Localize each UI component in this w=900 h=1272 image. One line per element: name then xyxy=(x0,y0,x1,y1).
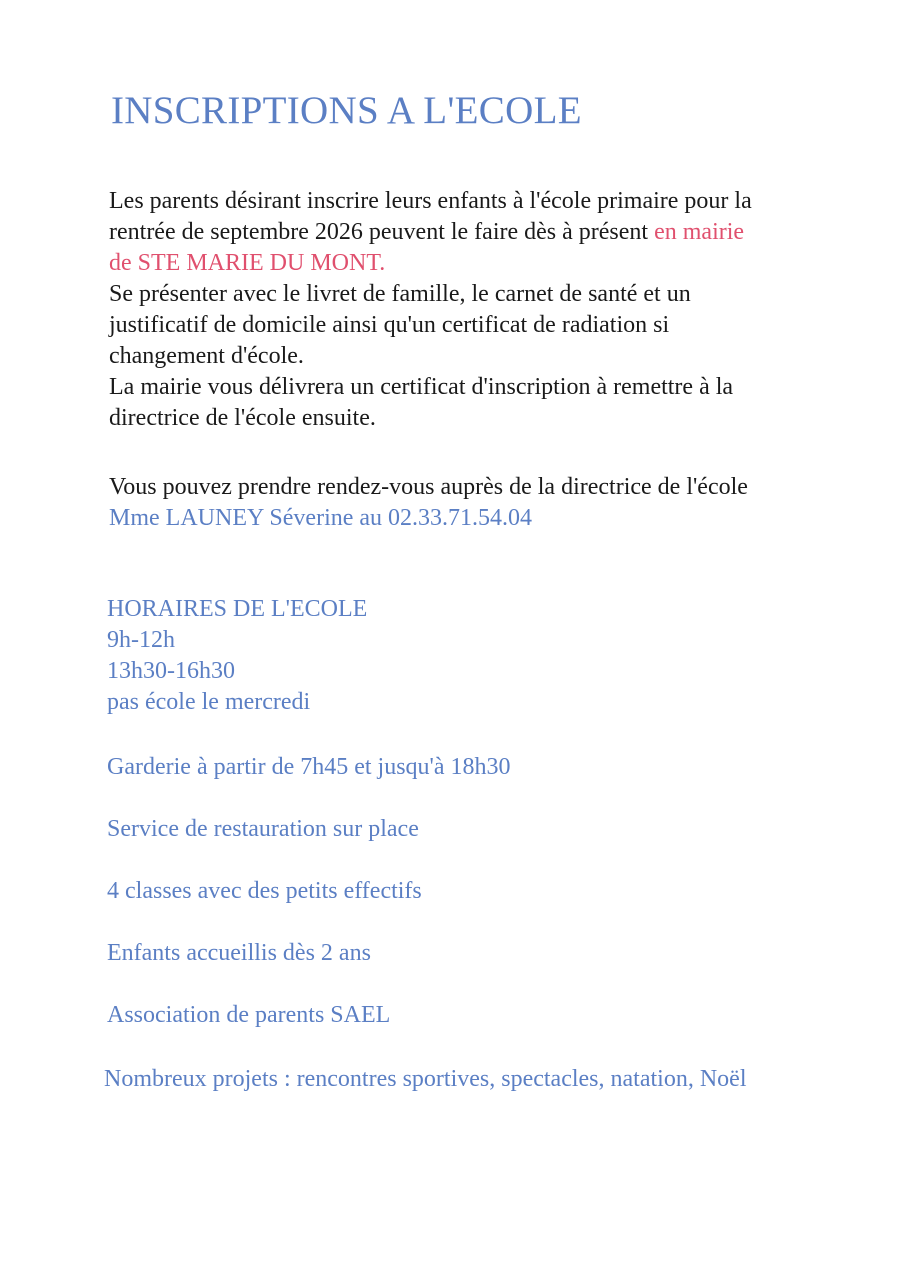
projets-text: Nombreux projets : rencontres sportives, spectacles, natation, Noël xyxy=(104,1066,747,1092)
intro-paragraph xyxy=(109,186,869,434)
intro-line-text: rentrée de septembre 2026 peuvent le faire dès à présent xyxy=(109,219,655,245)
horaires-heading: HORAIRES DE L'ECOLE xyxy=(107,596,368,622)
intro-line: Les parents désirant inscrire leurs enfants à l'école primaire pour la xyxy=(109,188,752,214)
classes-text: 4 classes avec des petits effectifs xyxy=(107,878,422,904)
intro-line: changement d'école. xyxy=(109,343,304,369)
association-text: Association de parents SAEL xyxy=(107,1002,391,1028)
intro-line: directrice de l'école ensuite. xyxy=(109,405,376,431)
restauration-text: Service de restauration sur place xyxy=(107,816,419,842)
enfants-text: Enfants accueillis dès 2 ans xyxy=(107,940,371,966)
horaires-wednesday: pas école le mercredi xyxy=(107,689,311,715)
intro-line: Se présenter avec le livret de famille, le carnet de santé et un xyxy=(109,281,691,307)
rendezvous-text: Vous pouvez prendre rendez-vous auprès de la directrice de l'école xyxy=(109,474,748,500)
intro-line: La mairie vous délivrera un certificat d'inscription à remettre à la xyxy=(109,374,734,400)
horaires-morning: 9h-12h xyxy=(107,627,175,653)
intro-line xyxy=(109,217,869,248)
director-contact: Mme LAUNEY Séverine au 02.33.71.54.04 xyxy=(109,505,533,531)
intro-line: justificatif de domicile ainsi qu'un certificat de radiation si xyxy=(109,312,670,338)
mairie-highlight: en mairie xyxy=(654,219,745,245)
page-title: INSCRIPTIONS A L'ECOLE xyxy=(111,89,582,132)
mairie-location: de STE MARIE DU MONT. xyxy=(109,250,386,276)
garderie-text: Garderie à partir de 7h45 et jusqu'à 18h30 xyxy=(107,754,511,780)
rendezvous-block xyxy=(109,472,748,534)
horaires-block xyxy=(107,594,367,718)
horaires-afternoon: 13h30-16h30 xyxy=(107,658,235,684)
